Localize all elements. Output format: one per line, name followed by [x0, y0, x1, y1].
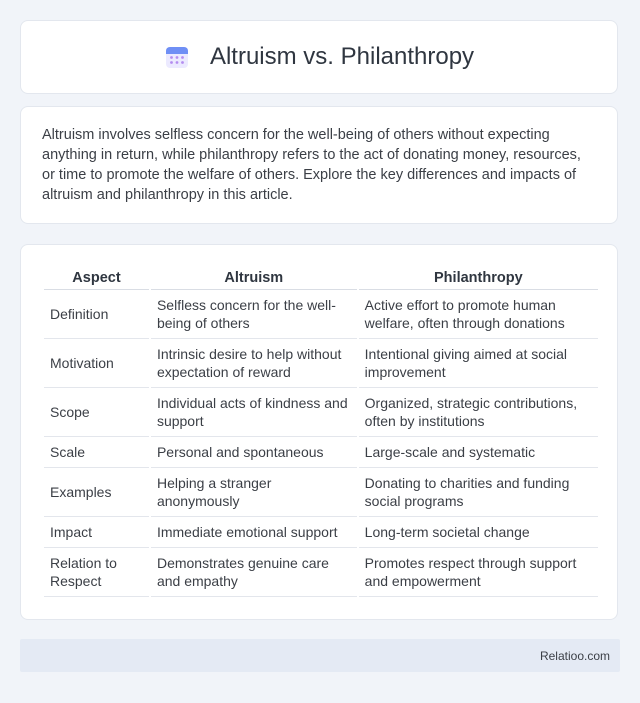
footer-bar — [20, 639, 620, 672]
page-title: Altruism vs. Philanthropy — [209, 43, 475, 70]
header-philanthropy: Philanthropy — [359, 267, 598, 290]
cell-philanthropy: Active effort to promote human welfare, often through donations — [359, 290, 598, 339]
cell-altruism: Intrinsic desire to help without expectation of reward — [151, 339, 357, 388]
table-header-row — [44, 267, 598, 290]
cell-altruism: Personal and spontaneous — [151, 437, 357, 468]
cell-philanthropy: Organized, strategic contributions, often by institutions — [359, 388, 598, 437]
cell-altruism: Selfless concern for the well-being of others — [151, 290, 357, 339]
cell-aspect: Relation to Respect — [44, 548, 149, 597]
table-row — [44, 388, 598, 437]
footer-site-link[interactable]: Relatioo.com — [539, 648, 610, 663]
cell-altruism: Helping a stranger anonymously — [151, 468, 357, 517]
comparison-table — [42, 267, 600, 597]
header-altruism: Altruism — [151, 267, 357, 290]
table-row — [44, 548, 598, 597]
cell-altruism: Immediate emotional support — [151, 517, 357, 548]
title-wrap — [164, 43, 474, 71]
cell-philanthropy: Donating to charities and funding social programs — [359, 468, 598, 517]
intro-card — [20, 106, 618, 224]
header-card — [20, 20, 618, 94]
cell-aspect: Scope — [44, 388, 149, 437]
table-row — [44, 468, 598, 517]
header-aspect: Aspect — [44, 267, 149, 290]
cell-philanthropy: Large-scale and systematic — [359, 437, 598, 468]
cell-philanthropy: Promotes respect through support and empowerment — [359, 548, 598, 597]
table-row — [44, 437, 598, 468]
cell-philanthropy: Long-term societal change — [359, 517, 598, 548]
intro-paragraph: Altruism involves selfless concern for the well-being of others without expecting anything in return, while philanthropy refers to the act of donating money, resources, or time to promote the welfare of others. Explore the key differences and impacts of altruism and philanthropy in this article. — [42, 127, 581, 203]
cell-aspect: Motivation — [44, 339, 149, 388]
cell-aspect: Impact — [44, 517, 149, 548]
comparison-card — [20, 244, 618, 620]
cell-altruism: Demonstrates genuine care and empathy — [151, 548, 357, 597]
table-row — [44, 517, 598, 548]
cell-aspect: Definition — [44, 290, 149, 339]
cell-philanthropy: Intentional giving aimed at social improvement — [359, 339, 598, 388]
calendar-icon — [164, 44, 190, 70]
cell-aspect: Examples — [44, 468, 149, 517]
cell-altruism: Individual acts of kindness and support — [151, 388, 357, 437]
table-row — [44, 339, 598, 388]
cell-aspect: Scale — [44, 437, 149, 468]
table-row — [44, 290, 598, 339]
